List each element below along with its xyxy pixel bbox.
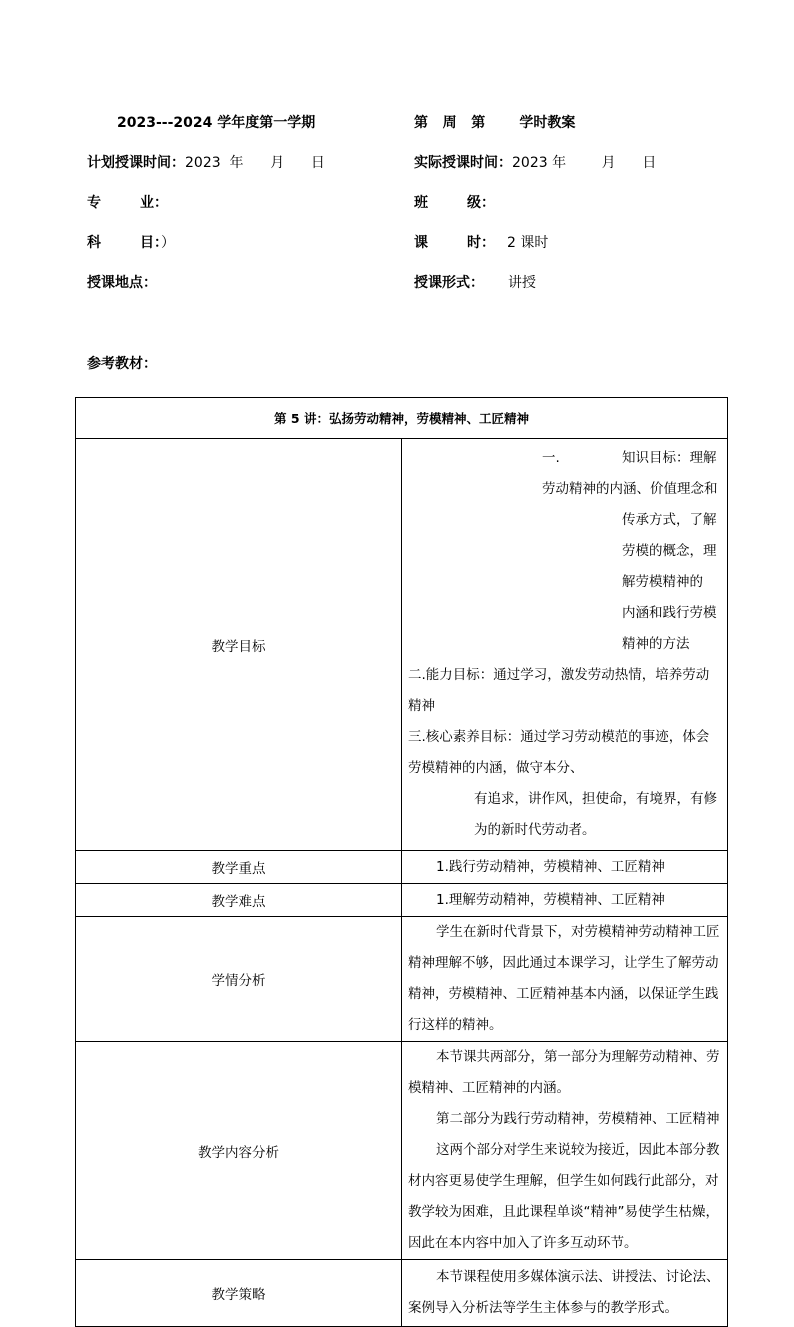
form-row xyxy=(414,274,536,292)
content-analysis-p3: 这两个部分对学生来说较为接近，因此本部分教材内容更易使学生理解，但学生如何践行此部分，对教学较为困难，且此课程单谈“精神”易使学生枯燥，因此在本内容中加入了许多互动环节。 xyxy=(408,1142,720,1251)
location-label: 授课地点： xyxy=(87,275,157,291)
content-analysis-cell xyxy=(402,1042,728,1260)
hours-label: 课 时： xyxy=(414,235,495,251)
key-points-label: 教学重点 xyxy=(76,851,402,884)
objective-3-line1: 三.核心素养目标：通过学习劳动模范的事迹，体会劳模精神的内涵，做守本分、 xyxy=(408,729,710,776)
student-analysis-label: 学情分析 xyxy=(76,917,402,1042)
objective-1-line3: 内涵和践行劳模精神的方法 xyxy=(622,605,717,652)
hours-value: 2 课时 xyxy=(507,235,549,251)
objective-3-line2: 有追求，讲作风，担使命，有境界，有修为的新时代劳动者。 xyxy=(474,791,717,838)
strategy-row xyxy=(76,1260,728,1327)
objective-1-line2: 传承方式，了解劳模的概念，理解劳模精神的 xyxy=(622,512,717,590)
week-lesson-title: 第 周 第 学时教案 xyxy=(414,115,576,131)
actual-time-row xyxy=(414,154,656,172)
difficulties-cell xyxy=(402,884,728,917)
objectives-row xyxy=(76,439,728,851)
objectives-cell xyxy=(402,439,728,851)
content-analysis-p1: 本节课共两部分，第一部分为理解劳动精神、劳模精神、工匠精神的内涵。 xyxy=(408,1049,720,1096)
objective-1-line1: 知识目标：理解劳动精神的内涵、价值理念和 xyxy=(542,450,718,497)
key-points-row xyxy=(76,851,728,884)
planned-time-value: 2023 年 月 日 xyxy=(185,155,325,171)
semester-title: 2023---2024 学年度第一学期 xyxy=(117,115,316,131)
actual-time-label: 实际授课时间： xyxy=(414,155,512,171)
content-analysis-row xyxy=(76,1042,728,1260)
hours-row xyxy=(414,234,548,252)
subject-value: ） xyxy=(161,235,175,251)
form-value: 讲授 xyxy=(508,275,536,291)
key-points-cell xyxy=(402,851,728,884)
subject-row xyxy=(87,234,175,252)
strategy-label: 教学策略 xyxy=(76,1260,402,1327)
strategy-cell xyxy=(402,1260,728,1327)
actual-time-value: 2023 年 月 日 xyxy=(512,155,657,171)
class-label: 班 级： xyxy=(414,195,495,211)
content-analysis-label: 教学内容分析 xyxy=(76,1042,402,1260)
objectives-label: 教学目标 xyxy=(76,439,402,851)
student-analysis-cell xyxy=(402,917,728,1042)
objective-1 xyxy=(408,443,721,505)
objective-2: 二.能力目标：通过学习，激发劳动热情，培养劳动精神 xyxy=(408,667,710,714)
major-label: 专 业： xyxy=(87,195,168,211)
difficulties-text: 1.理解劳动精神，劳模精神、工匠精神 xyxy=(436,892,665,908)
reference-label: 参考教材： xyxy=(87,356,157,372)
strategy-text: 本节课程使用多媒体演示法、讲授法、讨论法、案例导入分析法等学生主体参与的教学形式。 xyxy=(408,1269,720,1316)
planned-time-row xyxy=(87,154,325,172)
objective-1-number: 一. xyxy=(542,450,560,466)
key-points-text: 1.践行劳动精神，劳模精神、工匠精神 xyxy=(436,859,665,875)
planned-time-label: 计划授课时间： xyxy=(87,155,185,171)
title-row xyxy=(76,398,728,439)
student-analysis-text: 学生在新时代背景下，对劳模精神劳动精神工匠精神理解不够，因此通过本课学习，让学生了解劳动精神，劳模精神、工匠精神基本内涵，以保证学生践行这样的精神。 xyxy=(408,924,720,1033)
difficulties-row xyxy=(76,884,728,917)
lesson-plan-table xyxy=(75,397,728,1327)
student-analysis-row xyxy=(76,917,728,1042)
subject-label: 科 目： xyxy=(87,235,161,251)
difficulties-label: 教学难点 xyxy=(76,884,402,917)
lesson-title: 第 5 讲：弘扬劳动精神，劳模精神、工匠精神 xyxy=(76,398,728,439)
form-label: 授课形式： xyxy=(414,275,484,291)
content-analysis-p2: 第二部分为践行劳动精神，劳模精神、工匠精神 xyxy=(436,1111,720,1127)
